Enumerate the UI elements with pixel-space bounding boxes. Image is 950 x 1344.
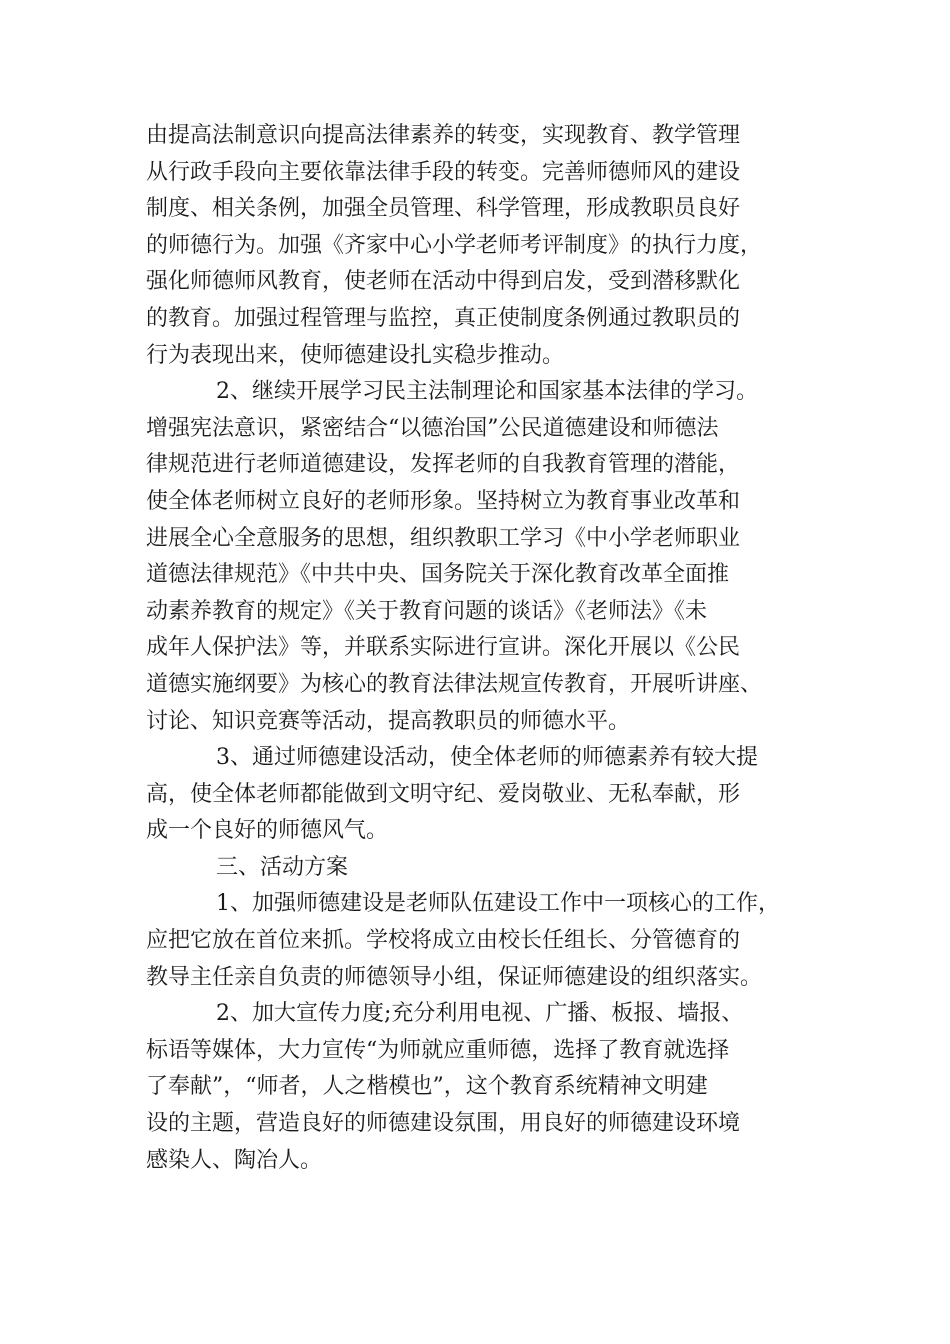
- paragraph-start-line: 3、通过师德建设活动，使全体老师的师德素养有较大提: [216, 745, 758, 771]
- text-line: 使全体老师树立良好的老师形象。坚持树立为教育事业改革和: [146, 488, 741, 514]
- text-line: 教导主任亲自负责的师德领导小组，保证师德建设的组织落实。: [146, 964, 763, 990]
- text-line: 讨论、知识竞赛等活动，提高教职员的师德水平。: [146, 708, 631, 734]
- text-line: 律规范进行老师道德建设，发挥老师的自我教育管理的潜能，: [146, 452, 741, 478]
- text-line: 应把它放在首位来抓。学校将成立由校长任组长、分管德育的: [146, 928, 741, 954]
- text-line: 成一个良好的师德风气。: [146, 818, 389, 844]
- paragraph-start-line: 1、加强师德建设是老师队伍建设工作中一项核心的工作，: [216, 891, 780, 917]
- text-line: 了奉献”，“师者，人之楷模也”，这个教育系统精神文明建: [146, 1074, 708, 1100]
- text-line: 道德法律规范》《中共中央、国务院关于深化教育改革全面推: [146, 562, 730, 588]
- text-line: 增强宪法意识，紧密结合“以德治国”公民道德建设和师德法: [146, 415, 719, 441]
- text-line: 道德实施纲要》为核心的教育法律法规宣传教育，开展听讲座、: [146, 671, 763, 697]
- text-line: 的师德行为。加强《齐家中心小学老师考评制度》的执行力度，: [146, 232, 763, 258]
- text-line: 进展全心全意服务的思想，组织教职工学习《中小学老师职业: [146, 525, 741, 551]
- text-line: 强化师德师风教育，使老师在活动中得到启发，受到潜移默化: [146, 269, 741, 295]
- section-heading: 三、活动方案: [216, 854, 349, 880]
- paragraph-start-line: 2、加大宣传力度;充分利用电视、广播、板报、墙报、: [216, 1001, 744, 1027]
- text-line: 行为表现出来，使师德建设扎实稳步推动。: [146, 342, 565, 368]
- text-line: 由提高法制意识向提高法律素养的转变，实现教育、教学管理: [146, 123, 741, 148]
- text-line: 动素养教育的规定》《关于教育问题的谈话》《老师法》《未: [146, 598, 708, 624]
- text-line: 设的主题，营造良好的师德建设氛围，用良好的师德建设环境: [146, 1111, 741, 1137]
- text-line: 从行政手段向主要依靠法律手段的转变。完善师德师风的建设: [146, 159, 741, 185]
- paragraph-start-line: 2、继续开展学习民主法制理论和国家基本法律的学习。: [216, 379, 758, 405]
- text-line: 的教育。加强过程管理与监控，真正使制度条例通过教职员的: [146, 305, 741, 331]
- text-line: 制度、相关条例，加强全员管理、科学管理，形成教职员良好: [146, 196, 741, 222]
- text-line: 高，使全体老师都能做到文明守纪、爱岗敬业、无私奉献，形: [146, 781, 741, 807]
- text-line: 感染人、陶冶人。: [146, 1147, 323, 1173]
- text-line: 标语等媒体，大力宣传“为师就应重师德，选择了教育就选择: [146, 1037, 730, 1063]
- text-line: 成年人保护法》等，并联系实际进行宣讲。深化开展以《公民: [146, 635, 741, 661]
- document-body: [146, 118, 806, 1179]
